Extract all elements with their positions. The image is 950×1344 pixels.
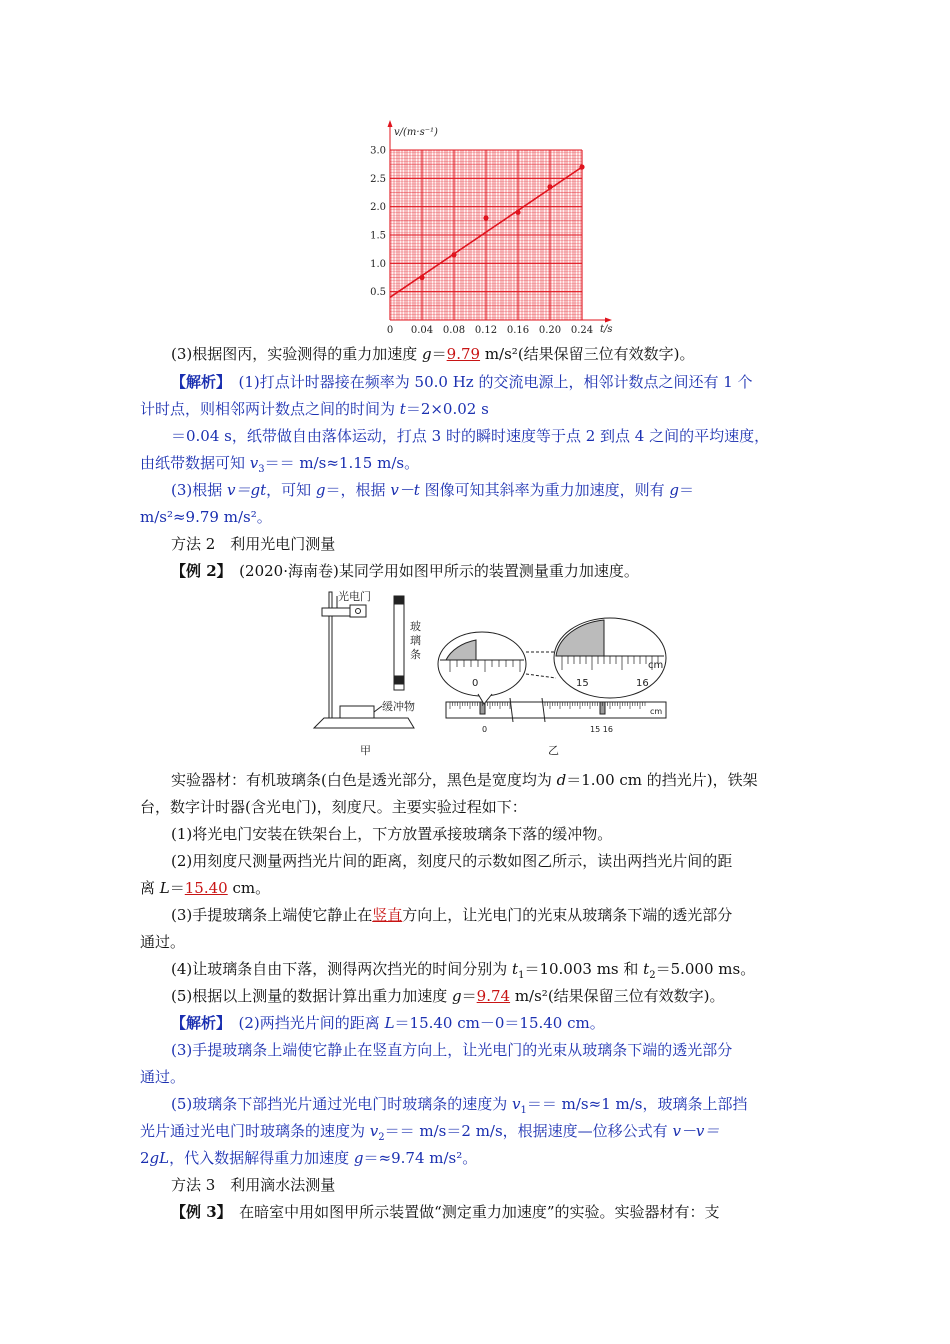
b2-L: L	[384, 1014, 395, 1032]
ruler	[446, 702, 666, 718]
step-3-prefix: (3)手提玻璃条上端使它静止在	[171, 906, 373, 924]
analysis-1-line-4	[140, 450, 812, 477]
b5-l3-2: 2	[140, 1149, 150, 1167]
data-point	[547, 184, 552, 189]
step-2-line-2	[140, 875, 812, 902]
method-2-title: 方法 2 利用光电门测量	[171, 535, 336, 553]
a1-l4-v: v	[249, 454, 259, 472]
y-tick-label: 2.0	[370, 202, 386, 214]
buffer-leader	[374, 706, 382, 712]
step-4-sub2: 2	[649, 970, 656, 981]
mag-right-15: 15	[576, 678, 589, 689]
photogate-body	[350, 605, 366, 617]
analysis-3-line-1	[171, 477, 843, 504]
step-3-l2: 通过。	[140, 933, 186, 951]
question-3	[171, 341, 843, 368]
upper-shutter	[394, 596, 404, 604]
step-1	[171, 821, 843, 848]
eq-l1-text: 实验器材：有机玻璃条(白色是透光部分，黑色是宽度均为	[171, 771, 557, 789]
glass-label-3: 条	[410, 648, 421, 661]
b5-sub2: 2	[378, 1132, 385, 1143]
q3-eq: ＝	[431, 345, 447, 363]
b5-l3-g: g	[353, 1149, 364, 1167]
b5-l1-text: (5)玻璃条下部挡光片通过光电门时玻璃条的速度为	[171, 1095, 513, 1113]
analysis-2	[171, 1010, 843, 1037]
lower-shutter	[394, 676, 404, 684]
step-2-line-1	[171, 848, 843, 875]
buffer-block	[340, 706, 374, 718]
fig-jia: 甲	[360, 744, 371, 757]
data-point	[579, 164, 584, 169]
y-axis-label: v/(m·s⁻¹)	[394, 127, 438, 138]
a3-formula: v＝gt	[227, 481, 267, 499]
data-point	[515, 210, 520, 215]
a1-l3-text: ＝0.04 s，纸带做自由落体运动，打点 3 时的瞬时速度等于点 2 到点 4 之间的平均速度，	[171, 427, 770, 445]
step-3-line-1	[171, 902, 843, 929]
apparatus-figure	[310, 586, 670, 766]
x-tick-labels	[387, 325, 593, 336]
q3-text: (3)根据图丙，实验测得的重力加速度	[171, 345, 423, 363]
a3-vt: v－t	[390, 481, 420, 499]
clamp	[322, 608, 350, 616]
b5-v1: v	[512, 1095, 521, 1113]
x-tick-label: 0.12	[474, 325, 498, 336]
y-tick-label: 1.0	[370, 258, 386, 270]
step-5-g: g	[452, 987, 462, 1005]
analysis-label-2: 【解析】	[171, 1014, 224, 1032]
step-4-t1: t	[512, 960, 519, 978]
step-5-eq: ＝	[461, 987, 477, 1005]
eq-l1-value: ＝1.00 cm 的挡光片)，铁架	[566, 771, 758, 789]
method-3-title: 方法 3 利用滴水法测量	[171, 1176, 336, 1194]
mag-right-cm: cm	[648, 660, 664, 671]
step-3-answer: 竖直	[372, 906, 403, 924]
b5-l1-value: ＝＝ m/s≈1 m/s，玻璃条上部挡	[526, 1095, 748, 1113]
buffer-label: 缓冲物	[382, 700, 415, 713]
data-point	[483, 215, 488, 220]
q3-suffix: m/s²(结果保留三位有效数字)。	[480, 345, 695, 363]
ruler-cm: cm	[650, 707, 663, 716]
x-tick-label: 0.20	[538, 325, 562, 336]
data-point	[451, 252, 456, 257]
a1-l2-t: t	[399, 400, 406, 418]
analysis-b5-line-3	[140, 1145, 812, 1172]
y-tick-label: 1.5	[370, 230, 386, 242]
x-axis-label: t/s	[600, 324, 613, 335]
a1-l4-sub: 3	[258, 464, 265, 475]
step-5-answer: 9.74	[476, 987, 511, 1005]
dashed-connector-2	[526, 674, 556, 678]
step-4-text: (4)让玻璃条自由下落，测得两次挡光的时间分别为	[171, 960, 513, 978]
analysis-1-line-2	[140, 396, 812, 423]
b5-l3-text: ，代入数据解得重力加速度	[169, 1149, 354, 1167]
a3-g2: g	[669, 481, 679, 499]
b5-l3-gL: gL	[149, 1149, 170, 1167]
data-point	[419, 275, 424, 280]
y-tick-label: 2.5	[370, 173, 386, 185]
equipment-line-1	[171, 767, 843, 794]
stand-base	[314, 718, 414, 728]
x-tick-label: 0.04	[410, 325, 434, 336]
equipment-line-2	[140, 794, 812, 821]
analysis-1-line-3	[171, 423, 843, 450]
a1-text: (1)打点计时器接在频率为 50.0 Hz 的交流电源上，相邻计数点之间还有 1 个	[238, 373, 753, 391]
analysis-b5-line-2	[140, 1118, 812, 1145]
example-3-heading	[171, 1199, 843, 1226]
q3-g: g	[422, 345, 432, 363]
b5-l2-formula: v－v＝	[672, 1122, 720, 1140]
step-4	[171, 956, 843, 983]
a3-result: m/s²≈9.79 m/s²。	[140, 508, 272, 526]
a3-p2: ，可知	[266, 481, 316, 499]
a1-l4-text: 由纸带数据可知	[140, 454, 250, 472]
a1-l2-text: 计时点，则相邻两计数点之间的时间为	[140, 400, 400, 418]
b5-l2-text: 光片通过光电门时玻璃条的速度为	[140, 1122, 370, 1140]
analysis-1-line-1	[171, 369, 843, 396]
a1-l2-value: ＝2×0.02 s	[405, 400, 489, 418]
step-4-t2: t	[643, 960, 650, 978]
step-4-sub1: 1	[518, 970, 525, 981]
step-2-unit: cm。	[227, 879, 271, 897]
y-tick-label: 3.0	[370, 145, 386, 157]
analysis-b3-line-1	[171, 1037, 843, 1064]
x-tick-label: 0	[386, 325, 394, 336]
b5-v2: v	[369, 1122, 379, 1140]
a1-l4-value: ＝＝ m/s≈1.15 m/s。	[264, 454, 420, 472]
a3-p4: 图像可知其斜率为重力加速度，则有	[419, 481, 670, 499]
b5-l3-value: ＝≈9.74 m/s²。	[363, 1149, 478, 1167]
example-2-heading	[171, 558, 843, 585]
x-tick-label: 0.16	[506, 325, 530, 336]
photogate-label: 光电门	[338, 590, 371, 603]
y-axis-arrow	[388, 120, 393, 127]
eq-l1-d: d	[556, 771, 567, 789]
mag-left-0: 0	[472, 678, 479, 689]
ruler-1516: 15 16	[590, 725, 613, 734]
analysis-label: 【解析】	[171, 373, 224, 391]
step-4-end: ＝5.000 ms。	[655, 960, 756, 978]
b5-sub1: 1	[520, 1105, 527, 1116]
b2-text: (2)两挡光片间的距离	[238, 1014, 385, 1032]
glass-label-1: 玻	[410, 620, 421, 633]
step-3-line-2	[140, 929, 812, 956]
analysis-b3-line-2	[140, 1064, 812, 1091]
step-2-prefix: 离	[140, 879, 160, 897]
x-tick-label: 0.24	[570, 325, 594, 336]
y-tick-label: 0.5	[370, 287, 386, 299]
b3-l2: 通过。	[140, 1068, 186, 1086]
analysis-b5-line-1	[171, 1091, 843, 1118]
glass-label-2: 璃	[410, 634, 421, 647]
b3-text: (3)手提玻璃条上端使它静止在竖直方向上，让光电门的光束从玻璃条下端的透光部分	[171, 1041, 733, 1059]
example-3-label: 【例 3】	[171, 1203, 225, 1221]
step-5	[171, 983, 843, 1010]
step-2-answer: 15.40	[184, 879, 228, 897]
x-axis-arrow	[605, 318, 612, 323]
a3-p1: (3)根据	[171, 481, 228, 499]
step-4-mid: ＝10.003 ms 和	[524, 960, 644, 978]
ruler-0: 0	[482, 725, 488, 734]
step-2-eq: ＝	[169, 879, 185, 897]
a3-g1: g	[315, 481, 326, 499]
b2-value: ＝15.40 cm－0＝15.40 cm。	[394, 1014, 605, 1032]
velocity-time-graph	[360, 118, 620, 340]
example-2-label: 【例 2】	[171, 562, 225, 580]
step-3-suffix: 方向上，让光电门的光束从玻璃条下端的透光部分	[402, 906, 733, 924]
example-2-text: (2020·海南卷)某同学用如图甲所示的装置测量重力加速度。	[224, 562, 639, 580]
mag-right-16: 16	[636, 678, 649, 689]
y-tick-labels	[370, 146, 386, 299]
a3-p5: ＝	[678, 481, 694, 499]
fig-yi: 乙	[548, 744, 559, 757]
step-1-text: (1)将光电门安装在铁架台上，下方放置承接玻璃条下落的缓冲物。	[171, 825, 613, 843]
step-2-text: (2)用刻度尺测量两挡光片间的距离，刻度尺的示数如图乙所示，读出两挡光片间的距	[171, 852, 733, 870]
example-3-text: 在暗室中用如图甲所示装置做“测定重力加速度”的实验。实验器材有：支	[224, 1203, 720, 1221]
method-2-heading	[171, 531, 843, 558]
q3-answer: 9.79	[446, 345, 481, 363]
step-2-L: L	[159, 879, 170, 897]
a3-p3: ＝，根据	[325, 481, 391, 499]
step-5-text: (5)根据以上测量的数据计算出重力加速度	[171, 987, 453, 1005]
eq-l2-text: 台，数字计时器(含光电门)，刻度尺。主要实验过程如下：	[140, 798, 527, 816]
step-5-suffix: m/s²(结果保留三位有效数字)。	[510, 987, 725, 1005]
b5-l2-value: ＝＝ m/s＝2 m/s，根据速度—位移公式有	[384, 1122, 673, 1140]
method-3-heading	[171, 1172, 843, 1199]
analysis-3-line-2	[140, 504, 812, 531]
x-tick-label: 0.08	[442, 325, 466, 336]
